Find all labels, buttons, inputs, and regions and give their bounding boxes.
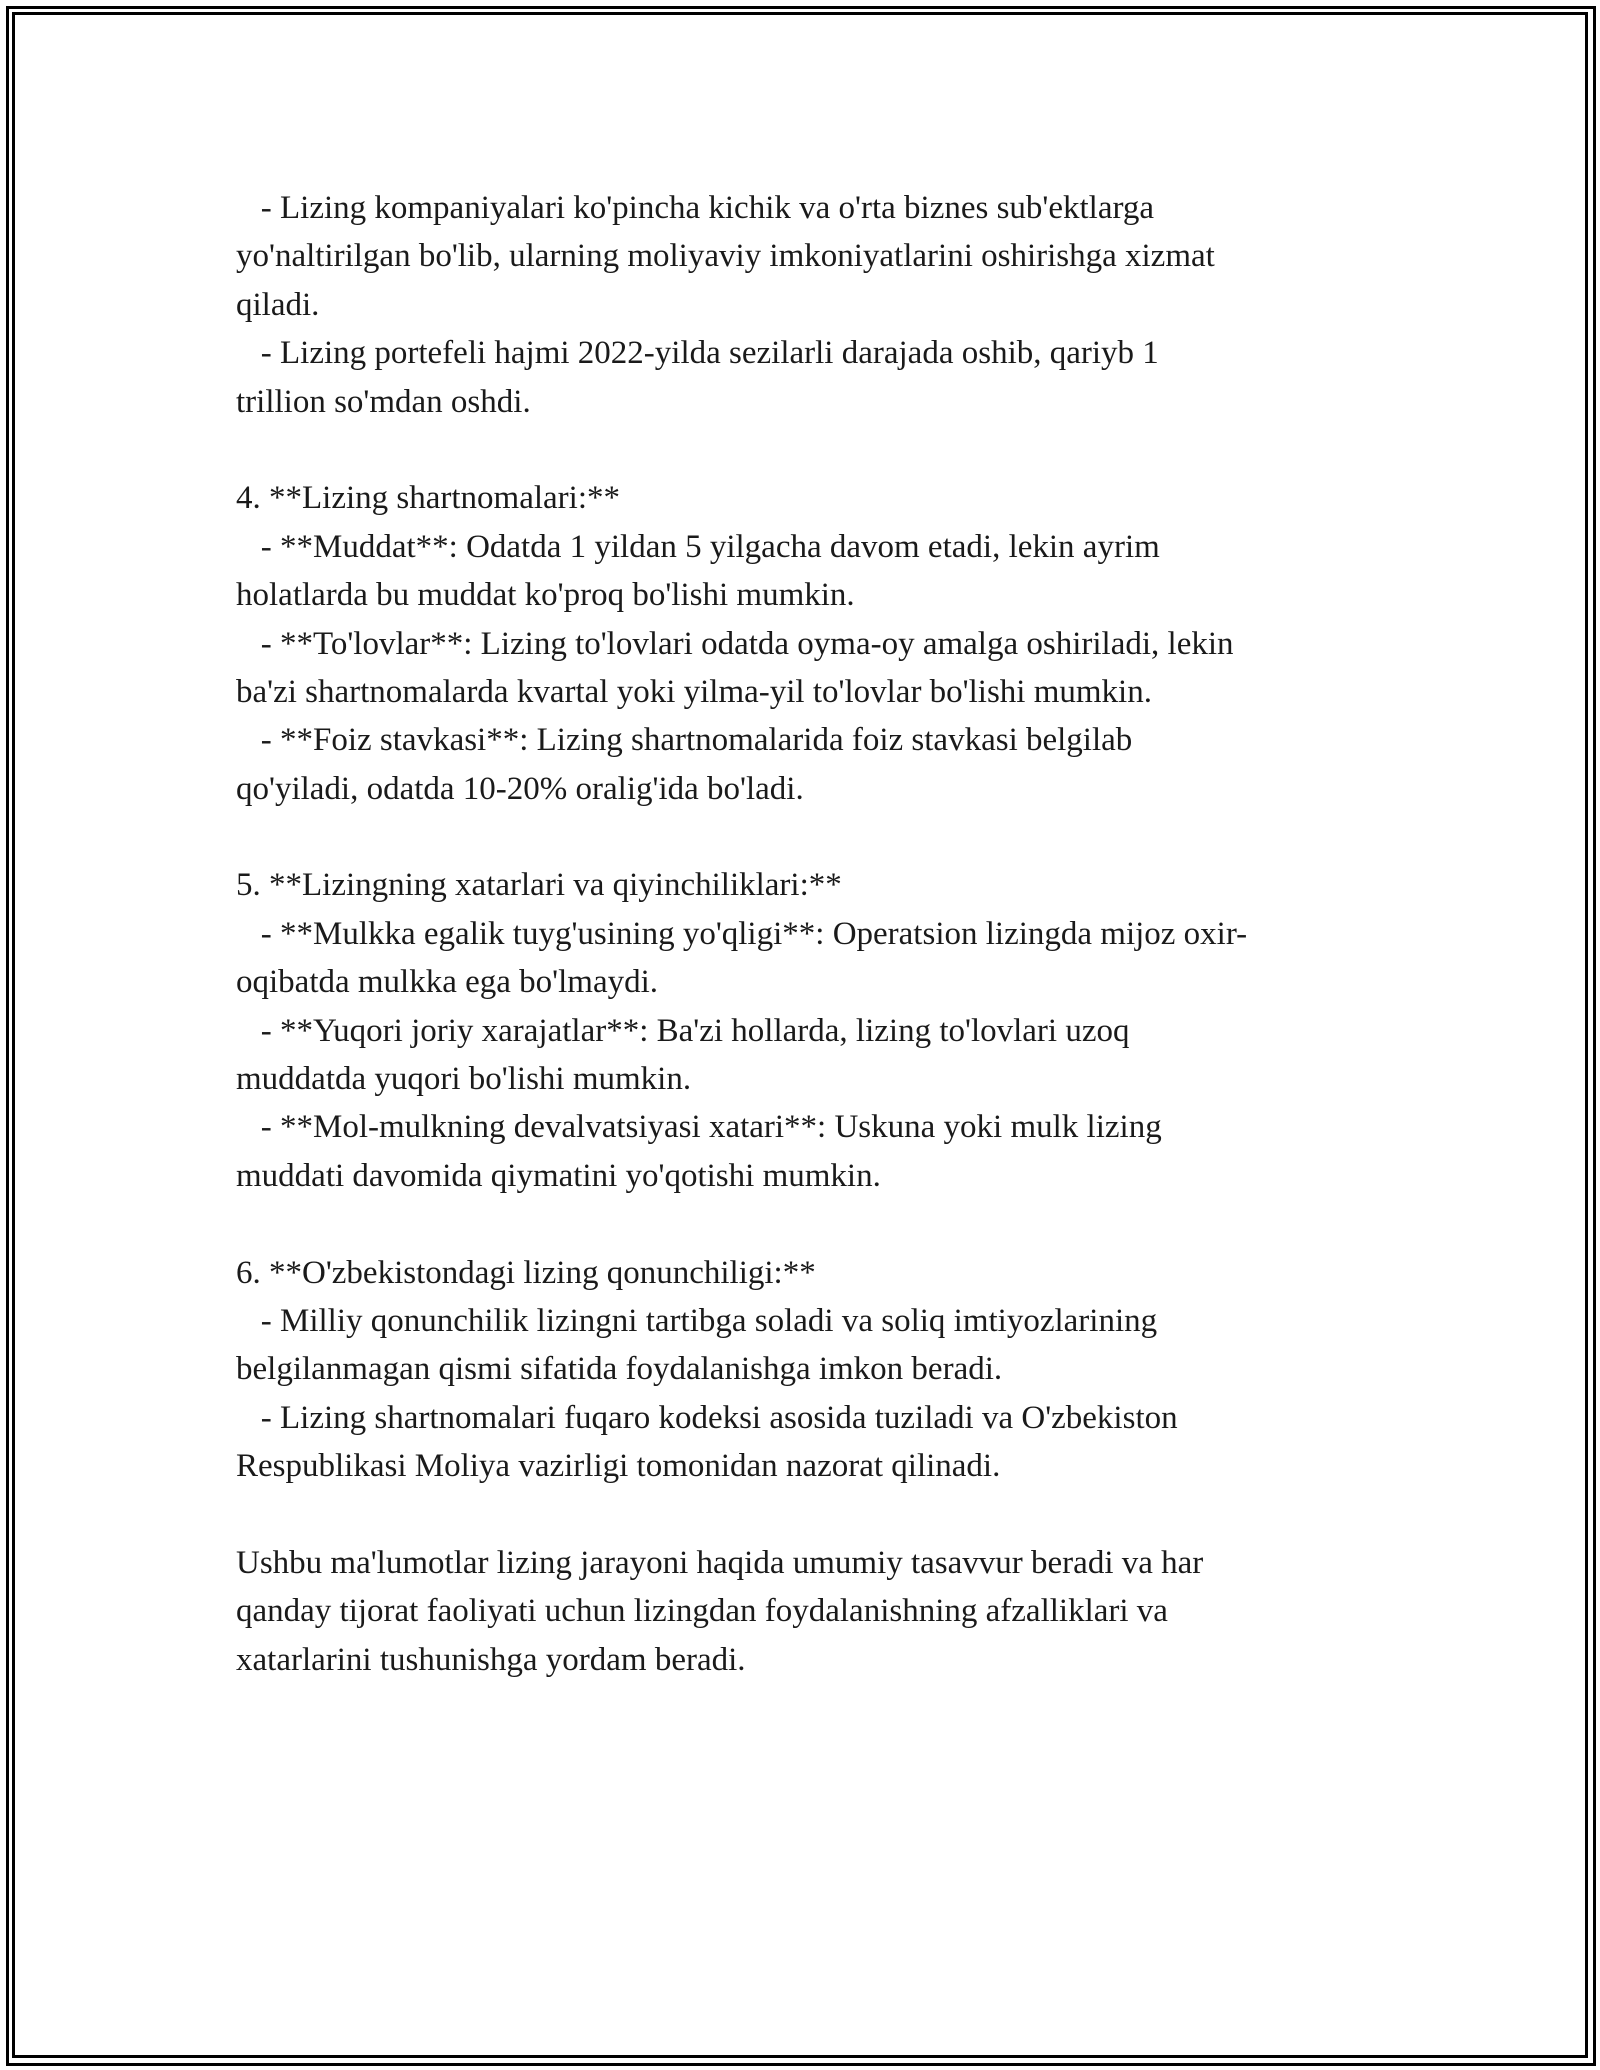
text-line: holatlarda bu muddat ko'proq bo'lishi mumkin. [236, 577, 855, 614]
text-line: Respublikasi Moliya vazirligi tomonidan nazorat qilinadi. [236, 1448, 1001, 1485]
text-line: qiladi. [236, 286, 320, 323]
text-line: - **Mol-mulkning devalvatsiyasi xatari**: Uskuna yoki mulk lizing [236, 1109, 1162, 1146]
conclusion-line: Ushbu ma'lumotlar lizing jarayoni haqida umumiy tasavvur beradi va har [236, 1544, 1204, 1581]
text-line: oqibatda mulkka ega bo'lmaydi. [236, 964, 659, 1001]
blank-line [236, 1491, 1376, 1539]
blank-line [236, 813, 1376, 861]
text-line: - **Foiz stavkasi**: Lizing shartnomalarida foiz stavkasi belgilab [236, 722, 1133, 759]
text-line: ba'zi shartnomalarda kvartal yoki yilma-yil to'lovlar bo'lishi mumkin. [236, 673, 1152, 710]
section-heading: 5. **Lizingning xatarlari va qiyinchiliklari:** [236, 867, 842, 904]
text-line: - **Mulkka egalik tuyg'usining yo'qligi**: Operatsion lizingda mijoz oxir- [236, 915, 1248, 952]
section-heading: 6. **O'zbekistondagi lizing qonunchiligi:** [236, 1254, 816, 1291]
text-line: - **Yuqori joriy xarajatlar**: Ba'zi hollarda, lizing to'lovlari uzoq [236, 1012, 1130, 1049]
conclusion-line: qanday tijorat faoliyati uchun lizingdan foydalanishning afzalliklari va [236, 1593, 1168, 1630]
text-line: trillion so'mdan oshdi. [236, 383, 531, 420]
text-line: - **To'lovlar**: Lizing to'lovlari odatda oyma-oy amalga oshiriladi, lekin [236, 625, 1234, 662]
blank-line [236, 426, 1376, 474]
blank-line [236, 1200, 1376, 1248]
text-line: qo'yiladi, odatda 10-20% oralig'ida bo'ladi. [236, 770, 804, 807]
text-line: muddati davomida qiymatini yo'qotishi mumkin. [236, 1157, 881, 1194]
text-line: - Lizing shartnomalari fuqaro kodeksi asosida tuziladi va O'zbekiston [236, 1399, 1178, 1436]
text-line: - **Muddat**: Odatda 1 yildan 5 yilgacha davom etadi, lekin ayrim [236, 528, 1160, 565]
document-body [236, 184, 1376, 1684]
section-heading: 4. **Lizing shartnomalari:** [236, 480, 620, 517]
text-line: - Lizing kompaniyalari ko'pincha kichik va o'rta biznes sub'ektlarga [236, 190, 1155, 226]
text-line: muddatda yuqori bo'lishi mumkin. [236, 1061, 692, 1098]
text-line: yo'naltirilgan bo'lib, ularning moliyaviy imkoniyatlarini oshirishga xizmat [236, 238, 1215, 275]
text-line: - Milliy qonunchilik lizingni tartibga soladi va soliq imtiyozlarining [236, 1302, 1158, 1339]
text-line: belgilanmagan qismi sifatida foydalanishga imkon beradi. [236, 1351, 1003, 1388]
conclusion-line: xatarlarini tushunishga yordam beradi. [236, 1641, 746, 1678]
text-line: - Lizing portefeli hajmi 2022-yilda sezilarli darajada oshib, qariyb 1 [236, 335, 1159, 372]
